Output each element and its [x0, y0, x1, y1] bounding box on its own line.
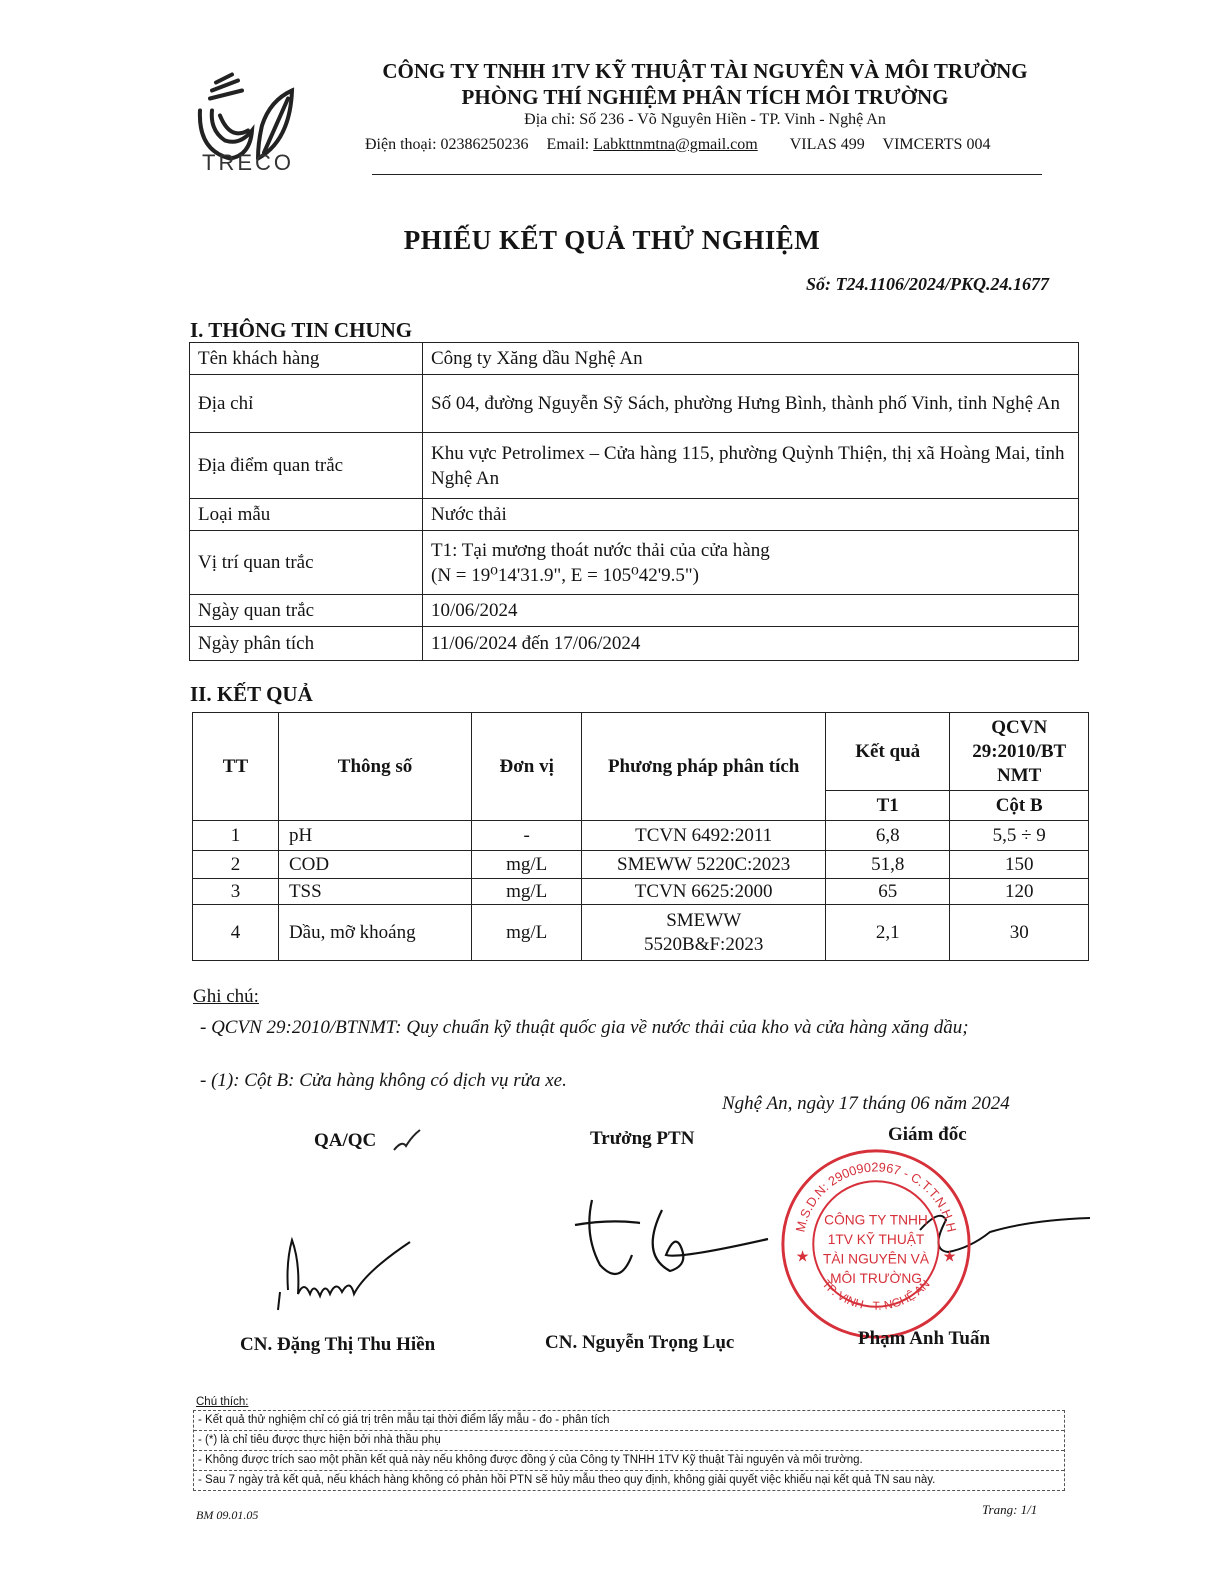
cell-result: 65	[826, 879, 950, 905]
cell-tt: 4	[193, 905, 279, 961]
info-key: Ngày phân tích	[190, 627, 423, 661]
cell-method: SMEWW 5520B&F:2023	[582, 905, 826, 961]
note-item: - (1): Cột B: Cửa hàng không có dịch vụ rửa xe.	[200, 1070, 567, 1091]
info-row	[190, 627, 1079, 661]
signing-date: Nghệ An, ngày 17 tháng 06 năm 2024	[722, 1093, 1010, 1114]
footer-notes	[193, 1395, 1065, 1491]
cell-limit: 120	[950, 879, 1089, 905]
role-lab-head: Trưởng PTN	[590, 1128, 695, 1149]
cell-unit: mg/L	[472, 851, 582, 879]
company-seal-icon	[778, 1146, 974, 1342]
seal-star-left-icon: ★	[795, 1248, 810, 1266]
col-subheader-column-b: Cột B	[950, 791, 1089, 821]
seal-line: MÔI TRƯỜNG	[830, 1271, 922, 1287]
seal-star-right-icon: ★	[942, 1248, 957, 1266]
signer-name-qaqc: CN. Đặng Thị Thu Hiền	[240, 1334, 436, 1355]
info-row	[190, 343, 1079, 375]
section-general-info-heading: I. THÔNG TIN CHUNG	[190, 318, 413, 342]
signature-qaqc-icon	[270, 1232, 420, 1312]
seal-line: TÀI NGUYÊN VÀ	[823, 1251, 929, 1267]
general-info-table	[189, 342, 1079, 661]
document-title: PHIẾU KẾT QUẢ THỬ NGHIỆM	[403, 225, 821, 255]
cell-tt: 3	[193, 879, 279, 905]
cell-method: TCVN 6492:2011	[582, 821, 826, 851]
footer-note: - Kết quả thử nghiệm chỉ có giá trị trên mẫu tại thời điểm lấy mẫu - đo - phân tích	[194, 1411, 1064, 1431]
info-row	[190, 595, 1079, 627]
vimcerts-cert: VIMCERTS 004	[882, 136, 991, 153]
info-row	[190, 375, 1079, 433]
info-value: Số 04, đường Nguyễn Sỹ Sách, phường Hưng Bình, thành phố Vinh, tỉnh Nghệ An	[423, 375, 1079, 433]
footer-note: - Không được trích sao một phần kết quả này nếu không được đồng ý của Công ty TNHH 1TV Kỹ thuật Tài nguyên và môi trường.	[194, 1451, 1064, 1471]
table-row	[193, 851, 1089, 879]
company-name	[330, 58, 1080, 110]
note-item: - QCVN 29:2010/BTNMT: Quy chuẩn kỹ thuật quốc gia về nước thải của kho và cửa hàng xăng dầu;	[200, 1017, 969, 1038]
signer-name-director: Phạm Anh Tuấn	[858, 1328, 991, 1349]
seal-ring-bottom: TP. VINH - T. NGHỆ AN	[819, 1277, 933, 1313]
col-header-qcvn: QCVN 29:2010/BT NMT	[950, 713, 1089, 791]
col-header-parameter: Thông số	[278, 713, 471, 821]
signer-name-lab-head: CN. Nguyễn Trọng Lục	[545, 1332, 735, 1353]
signature-lab-head-icon	[570, 1195, 770, 1290]
info-value: Công ty Xăng dầu Nghệ An	[423, 343, 1079, 375]
info-key: Ngày quan trắc	[190, 595, 423, 627]
info-key: Địa điểm quan trắc	[190, 433, 423, 499]
info-value: 11/06/2024 đến 17/06/2024	[423, 627, 1079, 661]
form-code: BM 09.01.05	[196, 1508, 259, 1522]
header-divider	[372, 174, 1042, 175]
initial-mark-icon	[392, 1128, 422, 1154]
cell-result: 2,1	[826, 905, 950, 961]
info-value: Nước thải	[423, 499, 1079, 531]
role-qaqc: QA/QC	[314, 1130, 377, 1151]
results-table	[192, 712, 1089, 961]
page-number: Trang: 1/1	[982, 1502, 1038, 1517]
col-header-method: Phương pháp phân tích	[582, 713, 826, 821]
footer-note: - (*) là chỉ tiêu được thực hiện bởi nhà thầu phụ	[194, 1431, 1064, 1451]
info-key: Vị trí quan trắc	[190, 531, 423, 595]
vilas-cert: VILAS 499	[789, 136, 865, 153]
cell-tt: 2	[193, 851, 279, 879]
cell-method: SMEWW 5220C:2023	[582, 851, 826, 879]
company-contact	[365, 136, 1004, 154]
seal-line: CÔNG TY TNHH	[824, 1212, 928, 1228]
info-row	[190, 433, 1079, 499]
cell-parameter: TSS	[278, 879, 471, 905]
company-line-1: CÔNG TY TNHH 1TV KỸ THUẬT TÀI NGUYÊN VÀ MÔI TRƯỜNG	[382, 59, 1028, 83]
cell-tt: 1	[193, 821, 279, 851]
section-results-heading: II. KẾT QUẢ	[190, 682, 313, 706]
logo-text: TRECO	[202, 150, 294, 175]
col-header-unit: Đơn vị	[472, 713, 582, 821]
info-key: Địa chỉ	[190, 375, 423, 433]
col-subheader-t1: T1	[826, 791, 950, 821]
footer-notes-box	[193, 1410, 1065, 1491]
phone: Điện thoại: 02386250236	[365, 136, 529, 153]
document-number: Số: T24.1106/2024/PKQ.24.1677	[805, 274, 1049, 294]
company-line-2: PHÒNG THÍ NGHIỆM PHÂN TÍCH MÔI TRƯỜNG	[461, 85, 949, 109]
table-row	[193, 879, 1089, 905]
cell-unit: -	[472, 821, 582, 851]
info-row	[190, 531, 1079, 595]
notes-title: Ghi chú:	[193, 986, 259, 1007]
monitoring-coordinates: (N = 19⁰14'31.9", E = 105⁰42'9.5")	[431, 564, 700, 586]
role-director: Giám đốc	[888, 1124, 967, 1145]
seal-line: 1TV KỸ THUẬT	[827, 1232, 925, 1247]
cell-unit: mg/L	[472, 905, 582, 961]
info-row	[190, 499, 1079, 531]
footer-note: - Sau 7 ngày trả kết quả, nếu khách hàng không có phản hồi PTN sẽ hủy mẫu theo quy định, không giải quyết việc khiếu nại kết quả TN sau này.	[198, 1474, 936, 1486]
cell-parameter: pH	[278, 821, 471, 851]
monitoring-position: T1: Tại mương thoát nước thải của cửa hàng	[431, 539, 770, 561]
info-key: Tên khách hàng	[190, 343, 423, 375]
table-row	[193, 821, 1089, 851]
table-row	[193, 905, 1089, 961]
cell-unit: mg/L	[472, 879, 582, 905]
cell-method: TCVN 6625:2000	[582, 879, 826, 905]
company-address: Địa chỉ: Số 236 - Võ Nguyên Hiền - TP. Vinh - Nghệ An	[524, 111, 886, 128]
col-header-tt: TT	[193, 713, 279, 821]
info-value: 10/06/2024	[423, 595, 1079, 627]
seal-ring-top: M.S.D.N: 2900902967 - C.T.T.N.H.H	[792, 1159, 960, 1234]
cell-parameter: COD	[278, 851, 471, 879]
info-key: Loại mẫu	[190, 499, 423, 531]
info-value	[423, 531, 1079, 595]
col-header-result: Kết quả	[826, 713, 950, 791]
cell-result: 51,8	[826, 851, 950, 879]
cell-result: 6,8	[826, 821, 950, 851]
info-value: Khu vực Petrolimex – Cửa hàng 115, phường Quỳnh Thiện, thị xã Hoàng Mai, tỉnh Nghệ An	[423, 433, 1079, 499]
email-link[interactable]: Labkttnmtna@gmail.com	[593, 136, 758, 153]
cell-limit: 150	[950, 851, 1089, 879]
email-label: Email:	[546, 136, 590, 153]
footer-title: Chú thích:	[196, 1396, 249, 1408]
cell-parameter: Dầu, mỡ khoáng	[278, 905, 471, 961]
cell-limit: 5,5 ÷ 9	[950, 821, 1089, 851]
cell-limit: 30	[950, 905, 1089, 961]
